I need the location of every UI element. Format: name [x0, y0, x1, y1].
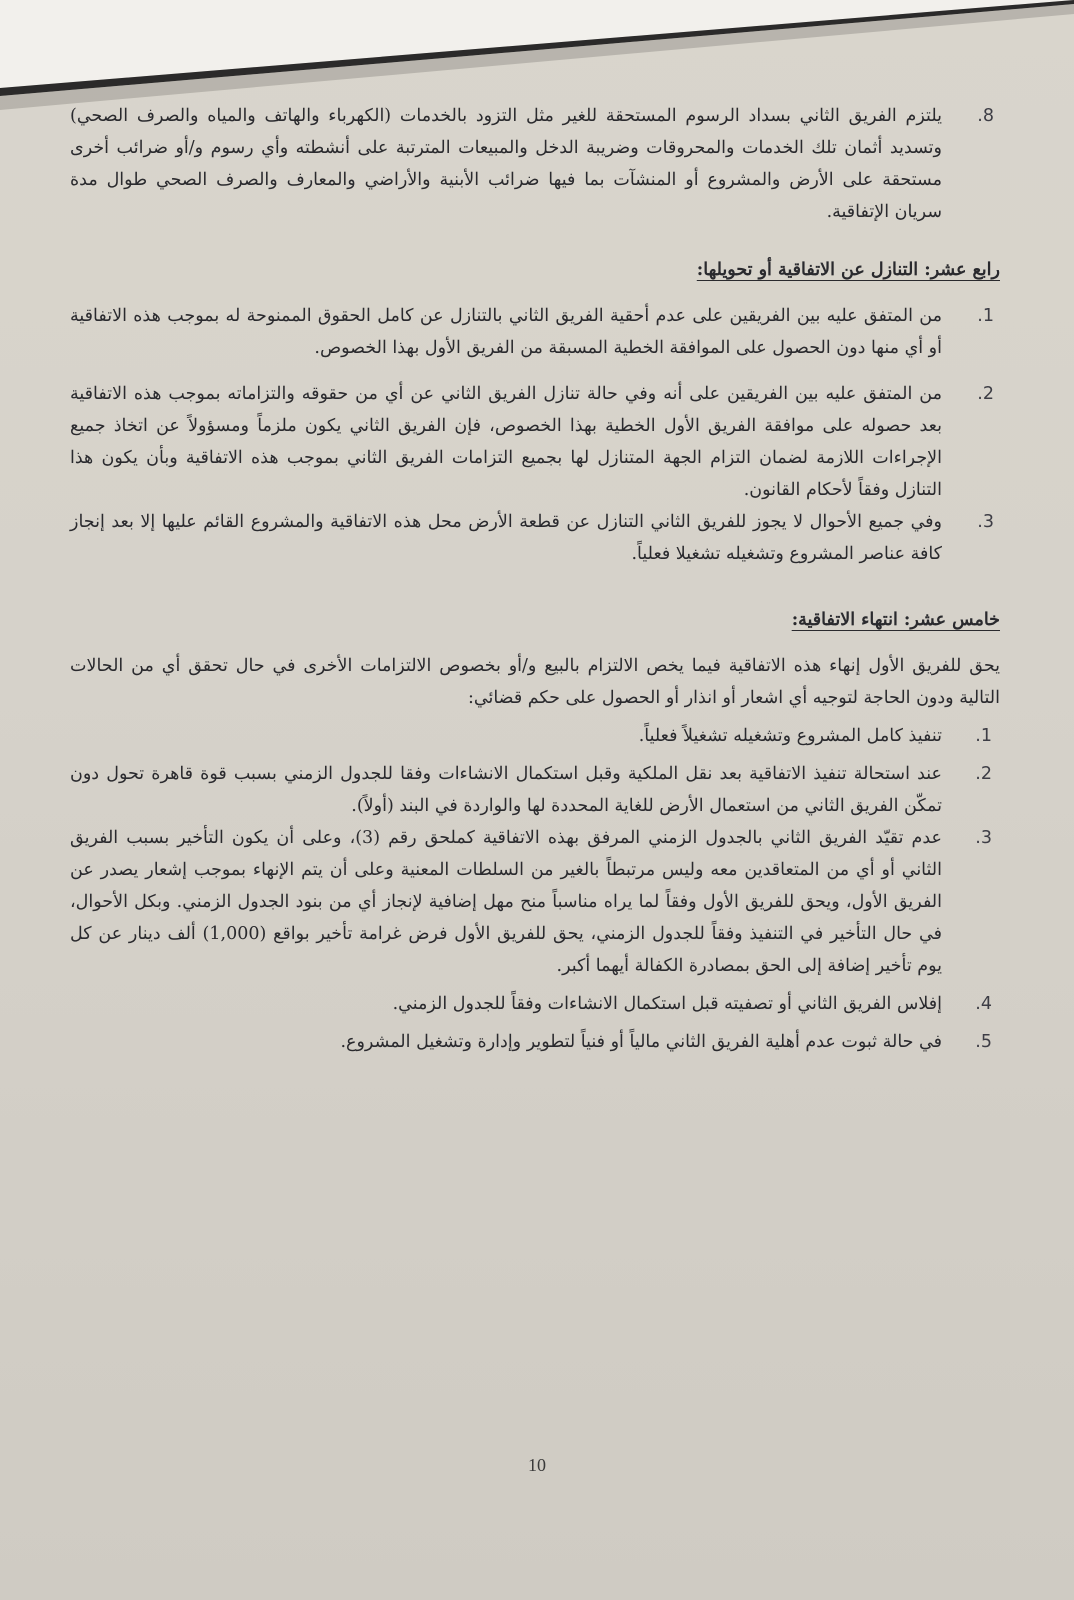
- section-heading-termination: خامس عشر: انتهاء الاتفاقية:: [791, 610, 1000, 630]
- item-text: من المتفق عليه بين الفريقين على أنه وفي حالة تنازل الفريق الثاني عن أي من حقوقه والتزاماته بموجب هذه الاتفاقية بعد حصوله على موافقة الفريق الأول الخطية بهذا الخصوص، فإن الفريق الثاني يكون ملزماً ومسؤولاً عن اتخاذ جميع الإجراءات اللازمة لضمان التزام الجهة المتنازل لها بجميع التزامات الفريق الثاني بموجب هذه الاتفاقية وبأن يكون هذا التنازل وفقاً لأحكام القانون.: [70, 384, 942, 500]
- item-number: 5.: [975, 1032, 992, 1052]
- item-text: من المتفق عليه بين الفريقين على عدم أحقية الفريق الثاني بالتنازل عن كامل الحقوق الممنوحة له بموجب هذه الاتفاقية أو أي منها دون الحصول على الموافقة الخطية المسبقة من الفريق الأول بهذا الخصوص.: [70, 306, 942, 358]
- list-item: [70, 506, 1000, 570]
- list-item: [70, 720, 1000, 752]
- item-number: 4.: [975, 994, 992, 1014]
- item-number: 2.: [977, 384, 994, 404]
- item-text: عدم تقيّد الفريق الثاني بالجدول الزمني المرفق بهذه الاتفاقية كملحق رقم (3)، وعلى أن يكون التأخير بسبب الفريق الثاني أو أي من المتعاقدين معه وليس مرتبطاً بالغير من السلطات المعنية وعلى أن يتم الإنهاء بموجب إشعار يصدر عن الفريق الأول، ويحق للفريق الأول وفقاً لما يراه مناسباً منح مهل إضافية لإنجاز أي من بنود الجدول الزمني. وبكل الأحوال، في حال التأخير في التنفيذ وفقاً للجدول الزمني، يحق للفريق الأول فرض غرامة تأخير بواقع (1,000) ألف دينار عن كل يوم تأخير إضافة إلى الحق بمصادرة الكفالة أيهما أكبر.: [70, 828, 942, 976]
- item-text: عند استحالة تنفيذ الاتفاقية بعد نقل الملكية وقبل استكمال الانشاءات وفقا للجدول الزمني بسبب قوة قاهرة تحول دون تمكّن الفريق الثاني من استعمال الأرض للغاية المحددة لها والواردة في البند (أولاً).: [70, 764, 942, 816]
- item-text: في حالة ثبوت عدم أهلية الفريق الثاني مالياً أو فنياً لتطوير وإدارة وتشغيل المشروع.: [340, 1032, 942, 1052]
- list-item: [70, 300, 1000, 364]
- list-item: [70, 1026, 1000, 1058]
- list-item: [70, 988, 1000, 1020]
- item-text: إفلاس الفريق الثاني أو تصفيته قبل استكمال الانشاءات وفقاً للجدول الزمني.: [392, 994, 942, 1014]
- item-number: 1.: [975, 726, 992, 746]
- list-item: [70, 378, 1000, 506]
- item-number: 3.: [975, 828, 992, 848]
- item-number: 3.: [977, 512, 994, 532]
- list-item: [70, 758, 1000, 822]
- section-heading-assignment: رابع عشر: التنازل عن الاتفاقية أو تحويلها:: [696, 260, 1000, 280]
- clause-number: 8.: [977, 106, 994, 126]
- item-text: تنفيذ كامل المشروع وتشغيله تشغيلاً فعلياً.: [638, 726, 942, 746]
- item-text: وفي جميع الأحوال لا يجوز للفريق الثاني التنازل عن قطعة الأرض محل هذه الاتفاقية والمشروع القائم عليها إلا بعد إنجاز كافة عناصر المشروع وتشغيله تشغيلا فعلياً.: [70, 512, 942, 564]
- list-item: [70, 822, 1000, 982]
- item-number: 2.: [975, 764, 992, 784]
- clause-8: [70, 100, 1000, 228]
- page-number: 10: [528, 1455, 546, 1475]
- document-body: [70, 100, 1000, 1058]
- item-number: 1.: [977, 306, 994, 326]
- clause-text: يلتزم الفريق الثاني بسداد الرسوم المستحقة للغير مثل التزود بالخدمات (الكهرباء والهاتف والمياه والصرف الصحي) وتسديد أثمان تلك الخدمات والمحروقات وضريبة الدخل والمبيعات المترتبة على أنشطته وأي رسوم و/أو ضرائب أخرى مستحقة على الأرض والمشروع أو المنشآت بما فيها ضرائب الأبنية والأراضي والمعارف والصرف الصحي طوال مدة سريان الإتفاقية.: [70, 106, 942, 222]
- section-intro: يحق للفريق الأول إنهاء هذه الاتفاقية فيما يخص الالتزام بالبيع و/أو بخصوص الالتزامات الأخرى في حال تحقق أي من الحالات التالية ودون الحاجة لتوجيه أي اشعار أو انذار أو الحصول على حكم قضائي:: [70, 656, 1000, 708]
